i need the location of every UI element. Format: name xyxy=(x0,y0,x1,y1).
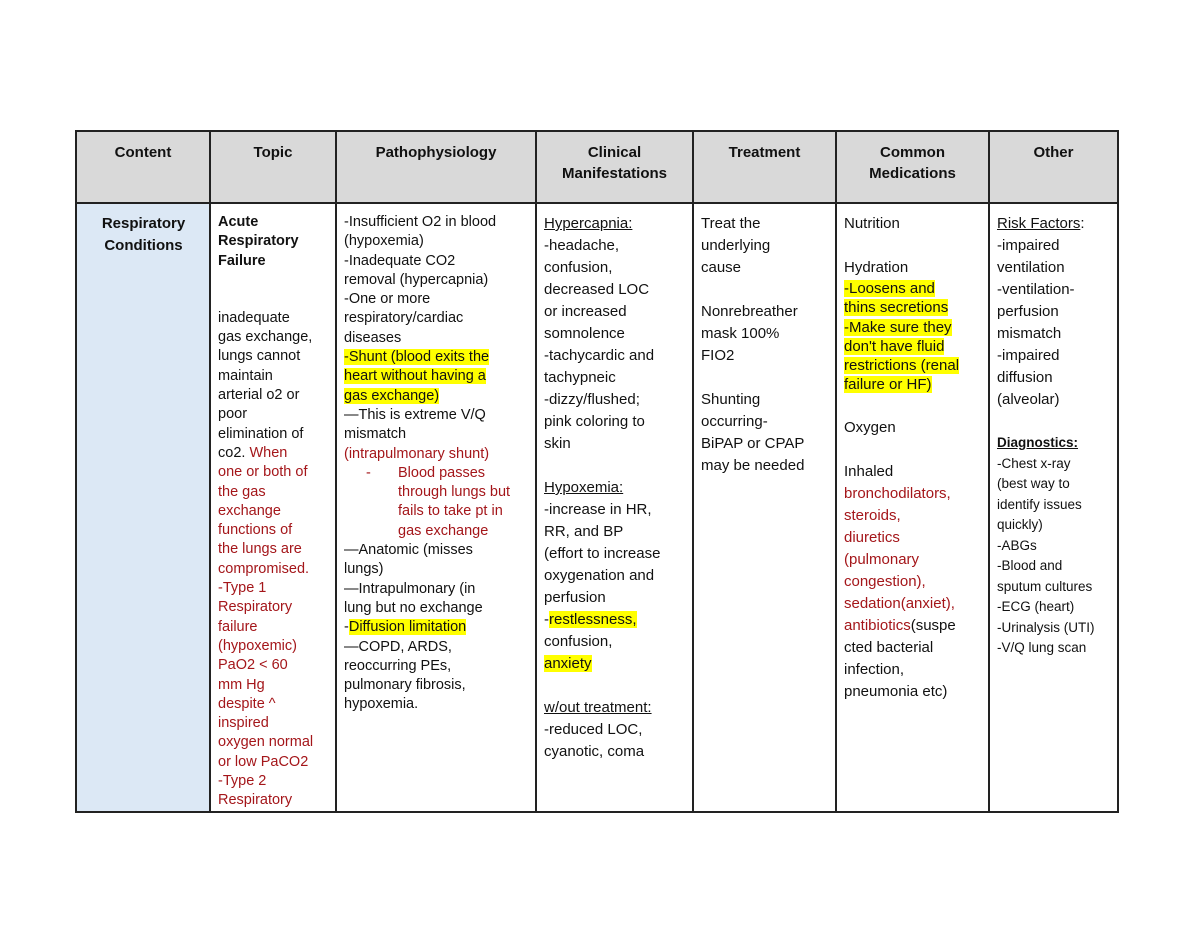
text-line: poor xyxy=(218,406,248,423)
text-line: Treatment xyxy=(728,144,801,161)
header-row xyxy=(76,131,1118,203)
text-line: Risk Factors xyxy=(997,215,1081,232)
text-line: Hydration xyxy=(844,259,909,276)
text-line: RR, and BP xyxy=(544,523,624,540)
text-line: (best way to xyxy=(997,476,1070,491)
text-line: occurring- xyxy=(701,413,768,430)
text-line: lungs) xyxy=(344,561,384,578)
text-line: removal (hypercapnia) xyxy=(344,271,489,288)
text-line: When xyxy=(245,444,288,461)
text-line: somnolence xyxy=(544,325,625,342)
diagnostics-block xyxy=(997,433,1111,659)
text-line: compromised. xyxy=(218,560,310,577)
text-line: -One or more xyxy=(344,291,431,308)
text-line: -reduced LOC, xyxy=(544,721,643,738)
clinical-manifestations-cell xyxy=(536,203,693,812)
common-medications-cell xyxy=(836,203,989,812)
text-line: PaO2 < 60 xyxy=(218,657,288,674)
text-line: exchange xyxy=(218,502,281,519)
text-line: -Blood and xyxy=(997,558,1063,573)
text-line: infection, xyxy=(844,660,905,678)
text-line: congestion), xyxy=(844,572,926,590)
text-line: -Make sure they xyxy=(844,318,952,336)
text-line: FIO2 xyxy=(701,347,735,364)
text-line: bronchodilators, xyxy=(844,484,951,502)
text-line: steroids, xyxy=(844,506,901,524)
text-line: the lungs are xyxy=(218,541,302,558)
text-line: gas exchange) xyxy=(344,387,440,404)
text-line: Nonrebreather xyxy=(701,303,798,320)
text-line: failure xyxy=(218,618,258,635)
notes-table xyxy=(75,130,1119,813)
text-line: -increase in HR, xyxy=(544,501,652,518)
text-line: -ECG (heart) xyxy=(997,599,1075,614)
text-line: Inhaled xyxy=(844,462,894,480)
text-line: BiPAP or CPAP xyxy=(701,435,805,452)
text-line: -Insufficient O2 in blood xyxy=(344,214,497,230)
text-line: Hypoxemia: xyxy=(544,479,624,496)
header-content xyxy=(76,131,210,203)
text-line: identify issues xyxy=(997,496,1082,512)
text-line: Shunting xyxy=(701,391,761,408)
text-line: pink coloring to xyxy=(544,413,645,430)
text-line: (hypoxemia) xyxy=(344,233,424,250)
text-line: oxygenation and xyxy=(544,567,655,584)
text-line: gas exchange, xyxy=(218,329,313,346)
text-line: Common xyxy=(880,144,945,161)
text-line: -ABGs xyxy=(997,537,1037,553)
text-line: functions of xyxy=(218,522,293,539)
text-line: sedation(anxiet), xyxy=(844,594,955,612)
text-line: Diagnostics: xyxy=(997,435,1079,450)
other-cell xyxy=(989,203,1118,812)
text-line: inspired xyxy=(218,715,269,732)
text-line: pneumonia etc) xyxy=(844,682,948,700)
header-treatment xyxy=(693,131,836,203)
text-line: —Intrapulmonary (in xyxy=(344,580,476,597)
text-line: (hypoxemic) xyxy=(218,637,297,654)
text-line: or increased xyxy=(544,303,627,320)
text-line: Respiratory xyxy=(218,233,299,250)
text-line: diffusion xyxy=(997,369,1053,386)
text-line: Clinical xyxy=(587,144,642,161)
text-line: (effort to increase xyxy=(544,545,661,562)
text-line: Diffusion limitation xyxy=(348,619,467,636)
text-line: -headache, xyxy=(544,237,620,254)
text-line: Acute xyxy=(218,214,259,230)
treatment-cell xyxy=(693,203,836,812)
text-line: pulmonary fibrosis, xyxy=(344,677,466,694)
text-line: thins secretions xyxy=(844,299,949,317)
text-line: Oxygen xyxy=(844,418,896,436)
text-line: tachypneic xyxy=(544,369,616,386)
text-line: -Chest x-ray xyxy=(997,455,1071,471)
text-line: -dizzy/flushed; xyxy=(544,391,640,408)
text-line: Other xyxy=(1033,144,1074,161)
text-line: Manifestations xyxy=(561,165,667,182)
text-line: Respiratory xyxy=(218,792,293,809)
text-line: failure or HF) xyxy=(844,376,932,394)
text-line: -Shunt (blood exits the xyxy=(344,349,490,366)
text-line: —Anatomic (misses xyxy=(344,542,473,559)
header-common-medications xyxy=(836,131,989,203)
text-line: perfusion xyxy=(544,589,606,606)
text-line: (alveolar) xyxy=(997,391,1060,408)
text-line: Treat the xyxy=(701,215,761,232)
text-line: decreased LOC xyxy=(544,281,650,298)
text-line: cyanotic, coma xyxy=(544,743,645,760)
text-line: mm Hg xyxy=(218,676,265,693)
text-line: heart without having a xyxy=(344,368,486,385)
text-line: (intrapulmonary shunt) xyxy=(344,445,490,462)
text-line: cted bacterial xyxy=(844,638,934,656)
text-line: fails to take pt in xyxy=(398,503,503,520)
text-line: restrictions (renal xyxy=(844,357,960,375)
text-line: —COPD, ARDS, xyxy=(344,638,452,655)
text-line: maintain xyxy=(218,367,273,384)
text-line: underlying xyxy=(701,237,771,254)
table-row xyxy=(76,203,1118,812)
text-line: lung but no exchange xyxy=(344,599,483,616)
text-line: lungs cannot xyxy=(218,348,301,365)
text-line: arterial o2 or xyxy=(218,387,300,404)
text-line: diseases xyxy=(344,329,402,346)
text-line: skin xyxy=(544,435,571,452)
pathophysiology-cell xyxy=(336,203,536,812)
text-line: oxygen normal xyxy=(218,734,314,751)
content-cell xyxy=(76,203,210,812)
header-topic xyxy=(210,131,336,203)
text-line: mismatch xyxy=(344,426,407,443)
text-line: Medications xyxy=(869,165,956,182)
text-line: confusion, xyxy=(544,259,613,276)
text-line: Respiratory xyxy=(218,599,293,616)
text-line: gas exchange xyxy=(398,522,489,539)
topic-cell xyxy=(210,203,336,812)
text-line: diuretics xyxy=(844,528,900,546)
text-line: (pulmonary xyxy=(844,550,920,568)
text-line: -ventilation- xyxy=(997,281,1075,298)
text-line: ventilation xyxy=(997,259,1065,276)
text-line: antibiotics xyxy=(844,616,911,634)
text-line: Pathophysiology xyxy=(375,144,497,161)
text-line: -Loosens and xyxy=(844,280,935,297)
text-line: the gas xyxy=(218,483,266,500)
text-line: mask 100% xyxy=(701,325,780,342)
text-line: sputum cultures xyxy=(997,578,1093,594)
text-line: Blood passes xyxy=(398,464,486,481)
text-line: Content xyxy=(114,144,172,161)
text-line: —This is extreme V/Q xyxy=(344,406,486,423)
text-line: Respiratory xyxy=(101,215,186,232)
text-line: through lungs but xyxy=(398,484,511,501)
text-line: anxiety xyxy=(544,655,592,672)
header-clinical-manifestations xyxy=(536,131,693,203)
text-line: despite ^ xyxy=(218,695,276,712)
text-line: : xyxy=(1080,215,1085,232)
text-line: -Type 1 xyxy=(218,580,267,597)
header-other xyxy=(989,131,1118,203)
text-line: -impaired xyxy=(997,347,1060,364)
text-line: - xyxy=(366,464,371,481)
text-line: restlessness, xyxy=(549,611,637,628)
text-line: - xyxy=(544,611,549,628)
text-line: elimination of xyxy=(218,425,304,442)
text-line: one or both of xyxy=(218,464,308,481)
text-line: inadequate xyxy=(218,309,290,326)
text-line: -Type 2 xyxy=(218,773,267,790)
text-line: -Urinalysis (UTI) xyxy=(997,619,1095,635)
text-line: Nutrition xyxy=(844,215,900,232)
header-pathophysiology xyxy=(336,131,536,203)
text-line: (suspe xyxy=(910,616,956,634)
text-line: Topic xyxy=(253,144,293,161)
text-line: - xyxy=(344,619,349,636)
text-line: cause xyxy=(701,259,742,276)
text-line: w/out treatment: xyxy=(544,699,652,716)
text-line: Hypercapnia: xyxy=(544,215,633,232)
text-line: -impaired xyxy=(997,237,1060,254)
text-line: Failure xyxy=(218,252,266,269)
text-line: hypoxemia. xyxy=(344,696,419,713)
text-line: -Inadequate CO2 xyxy=(344,252,456,269)
text-line: perfusion xyxy=(997,303,1059,320)
text-line: don't have fluid xyxy=(844,337,945,355)
text-line: co2. xyxy=(218,444,246,461)
text-line: or low PaCO2 xyxy=(218,753,309,770)
text-line: respiratory/cardiac xyxy=(344,310,464,327)
text-line: mismatch xyxy=(997,325,1062,342)
text-line: quickly) xyxy=(997,517,1043,532)
text-line: -tachycardic and xyxy=(544,347,655,364)
text-line: Conditions xyxy=(104,237,183,254)
text-line: reoccurring PEs, xyxy=(344,657,452,674)
text-line: -V/Q lung scan xyxy=(997,640,1087,655)
text-line: may be needed xyxy=(701,457,805,474)
text-line: confusion, xyxy=(544,633,613,650)
